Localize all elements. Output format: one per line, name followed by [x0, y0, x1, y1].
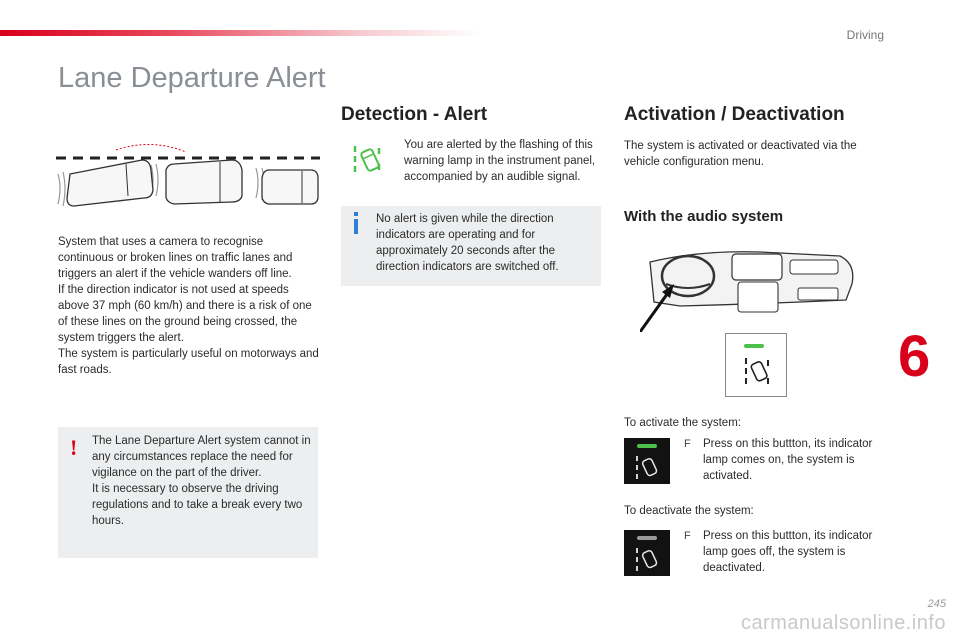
info-box — [341, 206, 601, 286]
deactivate-label: To deactivate the system: — [624, 505, 754, 517]
lane-warning-lamp-off-icon — [624, 530, 670, 576]
activate-label: To activate the system: — [624, 417, 741, 429]
lane-alert-button-on[interactable] — [624, 438, 670, 484]
lamp-closeup-frame — [725, 333, 787, 397]
warning-paragraph: The Lane Departure Alert system cannot in any circumstances replace the need for vigilance on the part of the driver. — [92, 435, 311, 479]
dashboard-illustration — [640, 240, 862, 332]
activate-instruction: Press on this buttton, its indicator lamp comes on, the system is activated. — [703, 438, 873, 482]
lane-warning-lamp-icon — [352, 142, 382, 178]
chapter-number: 6 — [898, 324, 931, 389]
warning-box — [58, 427, 318, 558]
info-text: No alert is given while the direction indicators are operating and for approximately 20 seconds after the direction indicators are switched off. — [376, 213, 559, 273]
lane-alert-button-off[interactable] — [624, 530, 670, 576]
intro-paragraph: The system is particularly useful on motorways and fast roads. — [58, 348, 319, 376]
bullet-icon: F — [684, 438, 691, 450]
detection-heading: Detection - Alert — [341, 104, 488, 125]
intro-paragraph: System that uses a camera to recognise continuous or broken lines on traffic lanes and triggers an alert if the vehicle wanders off line. — [58, 236, 293, 280]
page-title: Lane Departure Alert — [58, 62, 326, 94]
lane-warning-lamp-on-icon — [624, 438, 670, 484]
watermark: carmanualsonline.info — [740, 612, 946, 634]
intro-paragraph: If the direction indicator is not used at speeds above 37 mph (60 km/h) and there is a risk of one of these lines on the ground being crossed, the system triggers the alert. — [58, 284, 312, 344]
activation-text: The system is activated or deactivated via the vehicle configuration menu. — [624, 140, 857, 168]
bullet-icon: F — [684, 530, 691, 542]
detection-text: You are alerted by the flashing of this warning lamp in the instrument panel, accompanied by an audible signal. — [404, 139, 596, 183]
activation-heading: Activation / Deactivation — [624, 104, 845, 125]
info-icon — [349, 212, 363, 234]
warning-paragraph: It is necessary to observe the driving regulations and to take a break every two hours. — [92, 483, 303, 527]
lane-departure-illustration — [56, 140, 320, 212]
lane-warning-button-icon — [740, 342, 772, 390]
intro-text — [58, 234, 320, 378]
deactivate-instruction: Press on this buttton, its indicator lamp goes off, the system is deactivated. — [703, 530, 873, 574]
section-label: Driving — [846, 28, 884, 42]
header-accent-bar — [0, 30, 480, 36]
audio-system-heading: With the audio system — [624, 208, 784, 225]
warning-exclamation-icon: ! — [70, 435, 78, 460]
warning-text — [92, 433, 312, 529]
page-number: 245 — [927, 598, 946, 610]
